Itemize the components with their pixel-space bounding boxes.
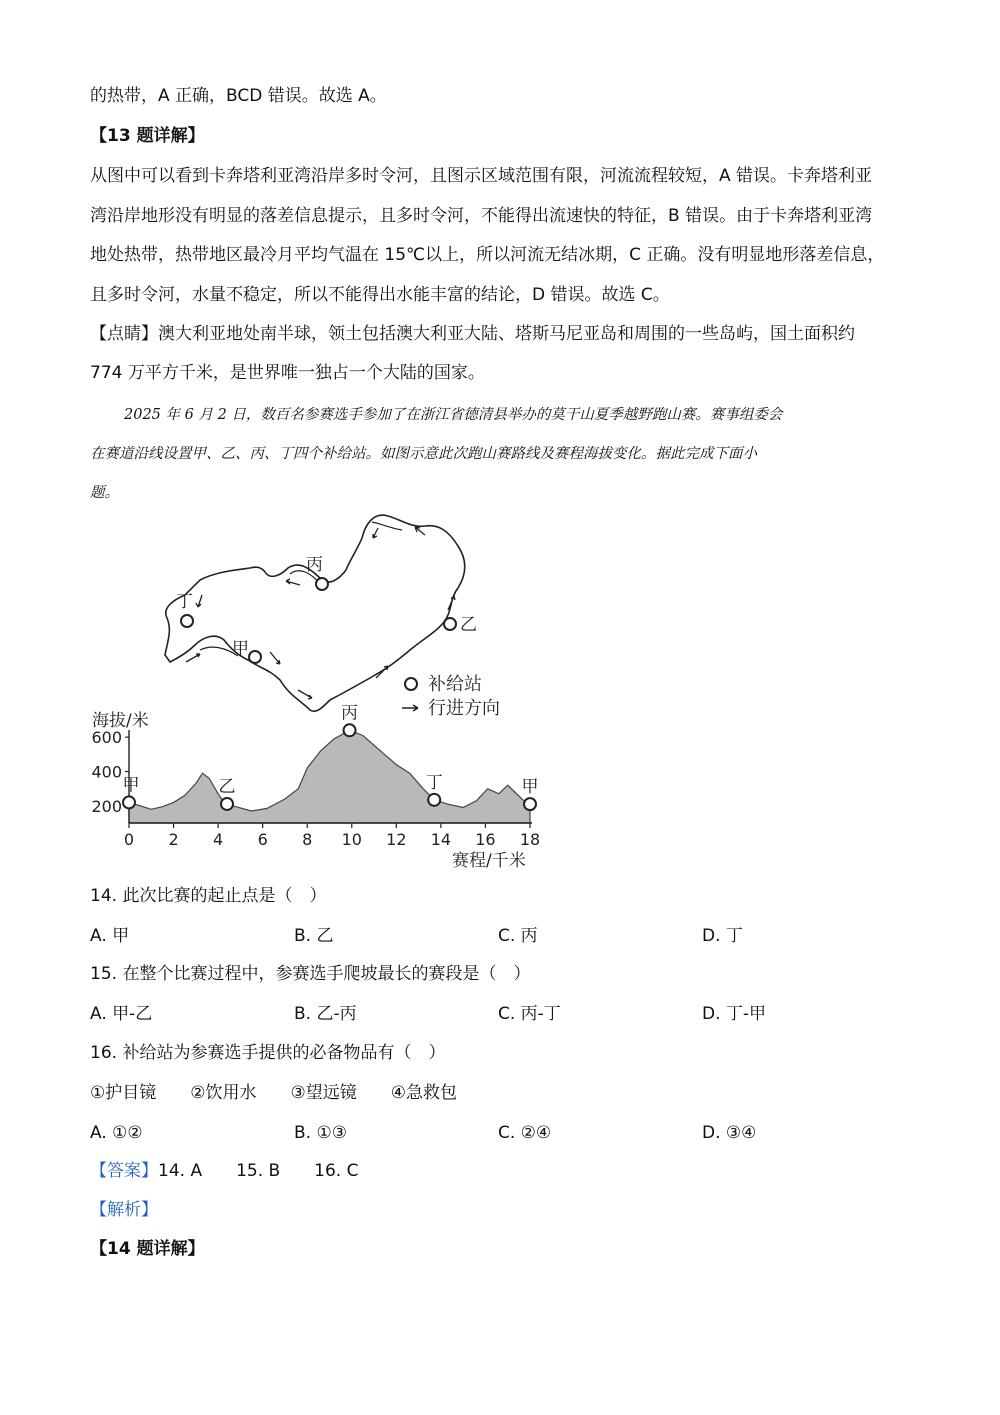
intro-line: 题。	[90, 485, 119, 501]
station-label: 甲	[521, 777, 539, 798]
option-b[interactable]: B. 乙-丙	[294, 1004, 357, 1024]
question-15: 15. 在整个比赛过程中，参赛选手爬坡最长的赛段是（ ）	[90, 964, 531, 984]
y-axis-label: 海拔/米	[92, 711, 149, 731]
analysis-label: 【解析】	[90, 1200, 158, 1220]
y-tick-label: 400	[91, 762, 122, 782]
question-16: 16. 补给站为参赛选手提供的必备物品有（ ）	[90, 1043, 446, 1063]
x-tick-label: 4	[213, 830, 224, 849]
arrow-icon	[186, 654, 200, 662]
tip-line: 774 万平方千米，是世界唯一独占一个大陆的国家。	[90, 363, 485, 383]
option-d[interactable]: D. ③④	[702, 1123, 757, 1143]
text-line: 且多时令河，水量不稳定，所以不能得出水能丰富的结论，D 错误。故选 C。	[90, 285, 670, 305]
x-tick-label: 16	[475, 830, 496, 849]
x-tick-label: 14	[430, 830, 452, 849]
x-tick-label: 10	[341, 830, 362, 849]
y-tick-label: 200	[91, 796, 122, 816]
station-marker	[524, 798, 536, 810]
answer-values: 14. A 15. B 16. C	[158, 1161, 359, 1181]
x-axis-label: 赛程/千米	[452, 851, 526, 871]
tip-line: 【点睛】澳大利亚地处南半球，领土包括澳大利亚大陆、塔斯马尼亚岛和周围的一些岛屿，国土面积约	[90, 324, 855, 344]
station-label-jia: 甲	[232, 639, 249, 659]
arrow-icon	[298, 690, 312, 699]
text-line: 的热带，A 正确，BCD 错误。故选 A。	[90, 86, 387, 106]
section-heading-13: 【13 题详解】	[90, 126, 205, 146]
direction-arrows	[186, 527, 455, 699]
route-map	[140, 500, 540, 722]
text-line: 地处热带，热带地区最冷月平均气温在 15℃以上，所以河流无结冰期，C 正确。没有明显地形落差信息，	[90, 245, 885, 265]
y-tick-label: 600	[91, 728, 122, 748]
elevation-profile-chart	[80, 700, 560, 872]
answer-label: 【答案】	[90, 1161, 158, 1181]
option-d[interactable]: D. 丁-甲	[702, 1004, 767, 1024]
option-c[interactable]: C. ②④	[498, 1123, 552, 1143]
station-label-ding: 丁	[176, 592, 193, 612]
legend-station-label: 补给站	[428, 674, 482, 695]
arrow-icon	[286, 579, 300, 585]
option-a[interactable]: A. 甲-乙	[90, 1004, 153, 1024]
question-16-items: ①护目镜 ②饮用水 ③望远镜 ④急救包	[90, 1083, 457, 1103]
station-marker	[123, 796, 135, 808]
x-tick-label: 0	[123, 830, 135, 849]
x-tick-label: 18	[519, 830, 541, 849]
option-a[interactable]: A. 甲	[90, 926, 130, 946]
text-line: 湾沿岸地形没有明显的落差信息提示，且多时令河，不能得出流速快的特征，B 错误。由于卡奔塔利亚湾	[90, 206, 873, 226]
legend-direction-label: 行进方向	[428, 698, 500, 719]
x-tick-label: 12	[386, 830, 407, 849]
station-label: 丙	[341, 703, 359, 724]
legend-station-icon	[405, 678, 417, 690]
question-14: 14. 此次比赛的起止点是（ ）	[90, 886, 327, 906]
arrow-icon	[196, 595, 202, 607]
answer-line	[90, 1159, 358, 1183]
intro-line: 在赛道沿线设置甲、乙、丙、丁四个补给站。如图示意此次跑山赛路线及赛程海拔变化。据此完成下面小	[90, 446, 757, 462]
option-c[interactable]: C. 丙	[498, 926, 538, 946]
x-tick-label: 2	[168, 830, 179, 849]
option-b[interactable]: B. ①③	[294, 1123, 347, 1143]
arrow-icon	[415, 527, 425, 535]
option-c[interactable]: C. 丙-丁	[498, 1004, 561, 1024]
station-marker	[221, 798, 233, 810]
text-line: 从图中可以看到卡奔塔利亚湾沿岸多时令河，且图示区域范围有限，河流流程较短，A 错误。卡奔塔利亚	[90, 166, 873, 186]
option-d[interactable]: D. 丁	[702, 926, 743, 946]
intro-line: 2025 年 6 月 2 日，数百名参赛选手参加了在浙江省德清县举办的莫干山夏季越野跑山赛。赛事组委会	[124, 407, 783, 423]
elevation-area	[129, 730, 530, 823]
section-heading-14: 【14 题详解】	[90, 1239, 205, 1259]
option-a[interactable]: A. ①②	[90, 1123, 143, 1143]
arrow-icon	[376, 666, 388, 678]
station-marker	[428, 794, 440, 806]
station-marker	[344, 724, 356, 736]
station-label: 丁	[425, 772, 443, 793]
station-label: 乙	[218, 776, 236, 797]
option-b[interactable]: B. 乙	[294, 926, 334, 946]
station-label-yi: 乙	[460, 615, 477, 635]
arrow-icon	[448, 596, 455, 610]
x-tick-label: 6	[257, 830, 268, 849]
station-label: 甲	[122, 775, 140, 796]
x-tick-label: 8	[302, 830, 313, 849]
station-label-bing: 丙	[306, 555, 323, 575]
arrow-icon	[270, 652, 280, 664]
arrow-icon	[373, 528, 378, 538]
route-line	[165, 515, 465, 711]
